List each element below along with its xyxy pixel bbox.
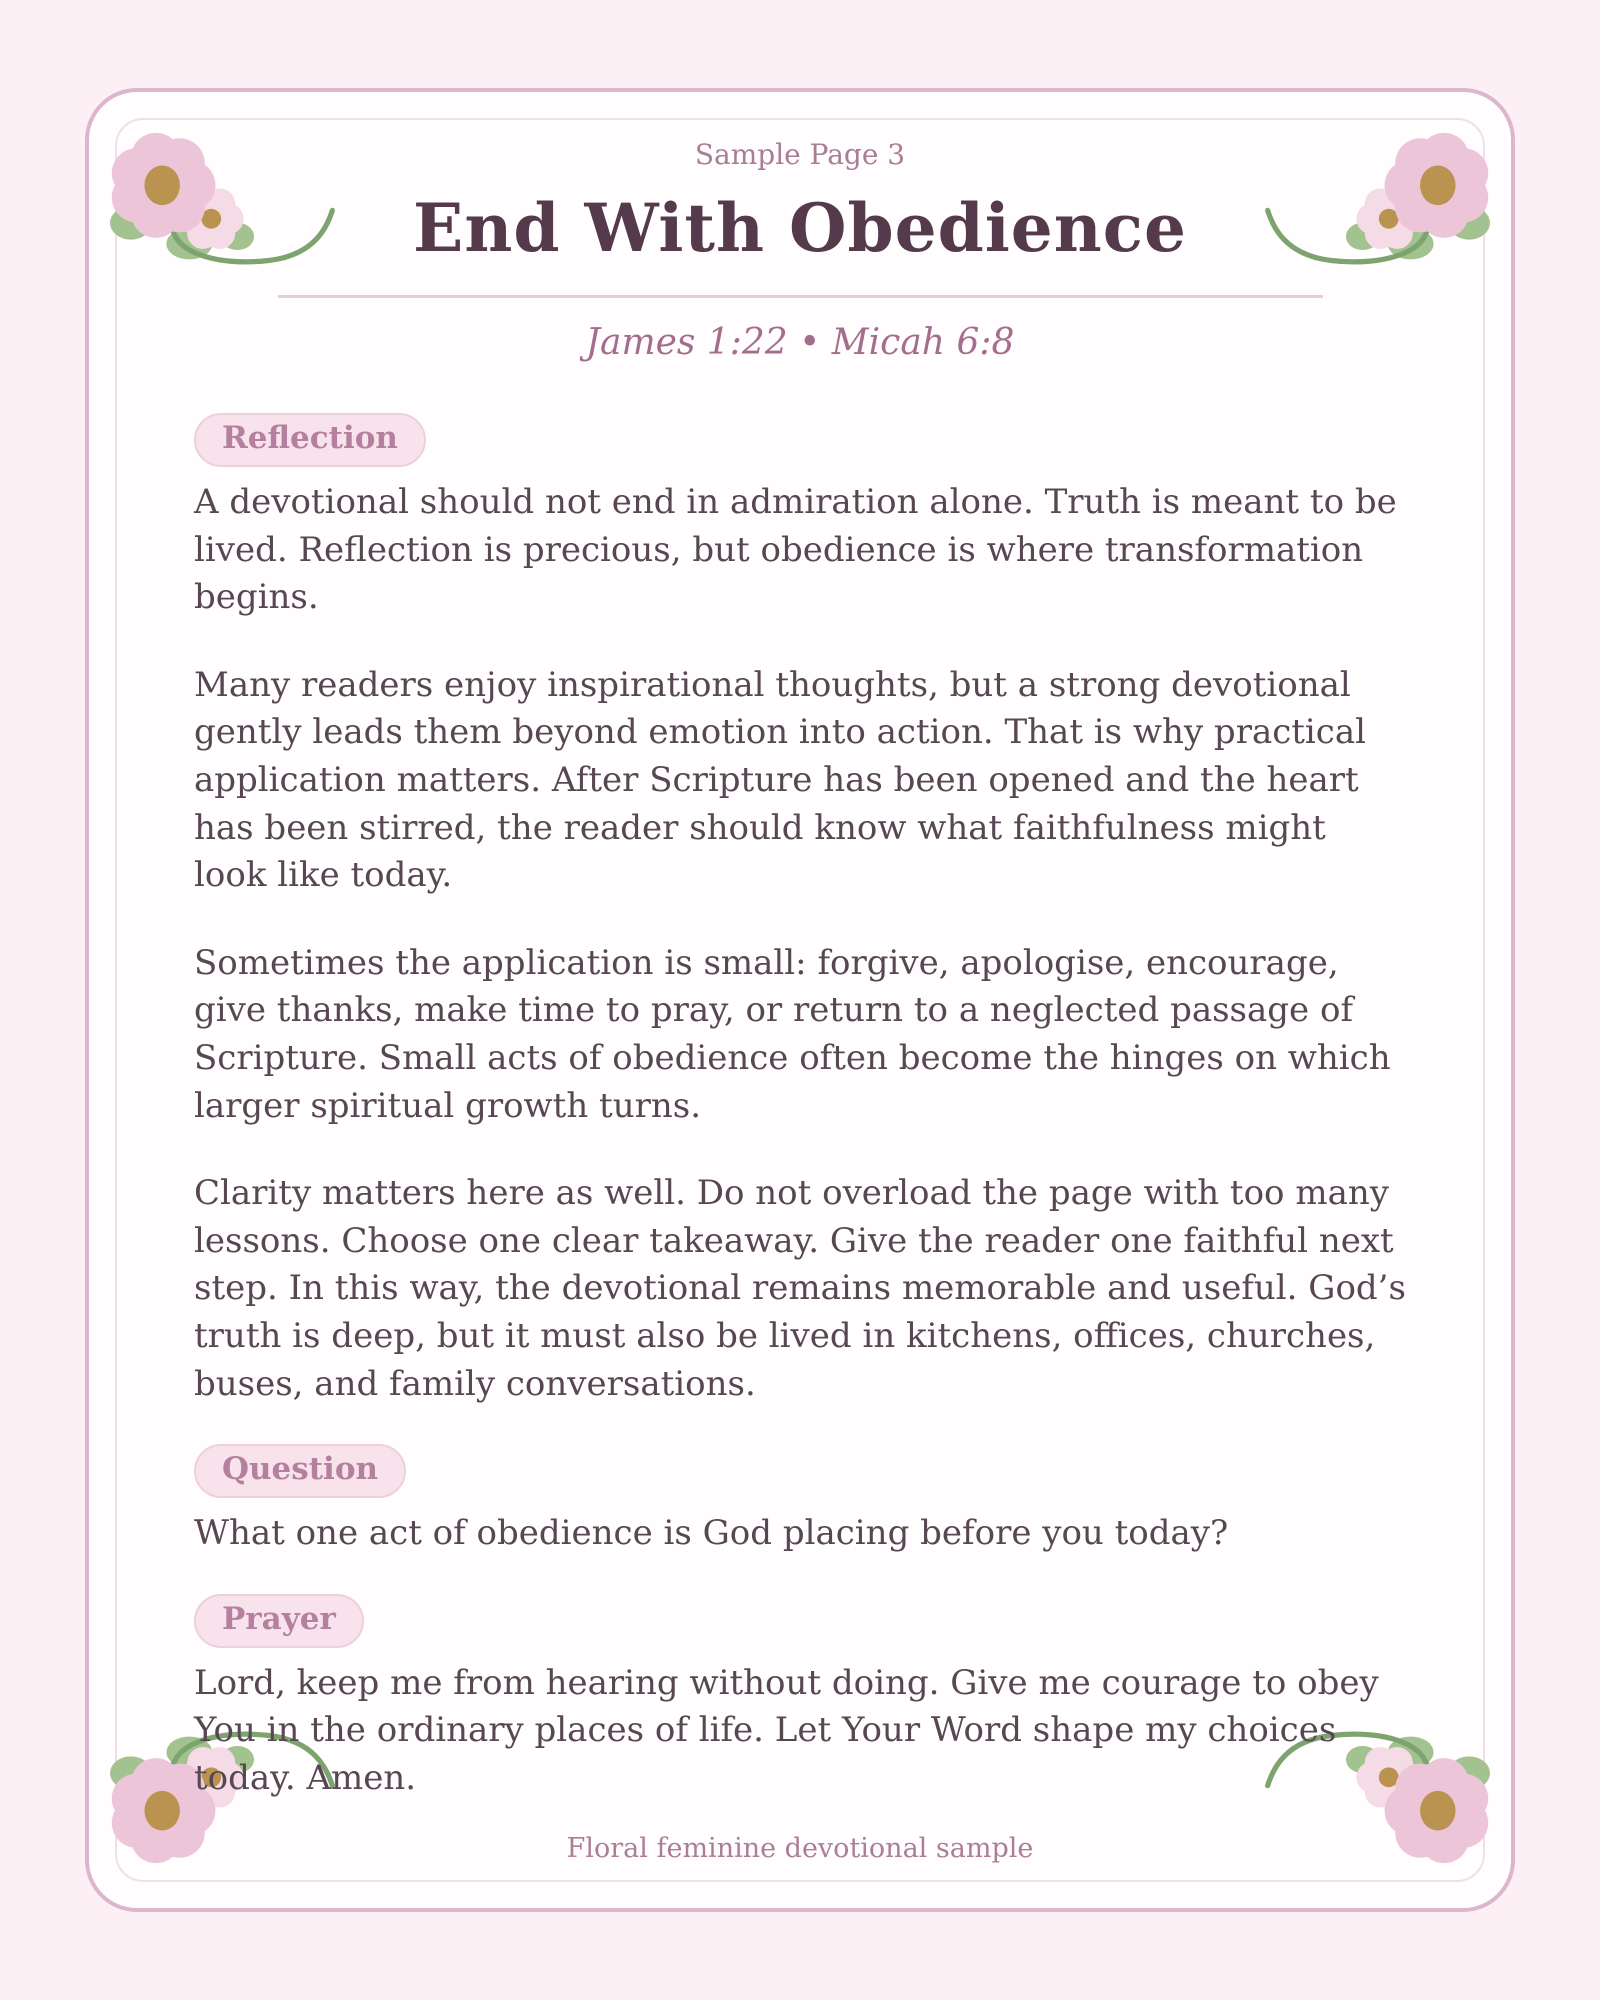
reflection-paragraph: Many readers enjoy inspirational thoughts, but a strong devotional gently leads them beyond emotion into action. That is why practical application matters. After Scripture has been opened and the heart has been stirred, the reader should know what faithfulness might look like today. bbox=[194, 664, 1366, 896]
prayer-badge: Prayer bbox=[194, 1594, 364, 1648]
title-divider bbox=[278, 295, 1323, 298]
reflection-paragraph: A devotional should not end in admiration alone. Truth is meant to be lived. Reflection is precious, but obedience is where transformation begins. bbox=[194, 482, 1397, 618]
reflection-badge: Reflection bbox=[194, 413, 426, 467]
page-content bbox=[89, 92, 1511, 1802]
reflection-paragraph: Clarity matters here as well. Do not overload the page with too many lessons. Choose one clear takeaway. Give the reader one faithful next step. In this way, the devotional remains memorable and useful. God’s truth is deep, but it must also be lived in kitchens, offices, churches, buses, and family conversations. bbox=[194, 1173, 1406, 1404]
page-label: Sample Page 3 bbox=[694, 138, 906, 171]
footer-caption: Floral feminine devotional sample bbox=[566, 1833, 1034, 1864]
devotional-card bbox=[85, 88, 1515, 1912]
question-badge: Question bbox=[194, 1444, 406, 1498]
reflection-paragraph: Sometimes the application is small: forgive, apologise, encourage, give thanks, make time to pray, or return to a neglected passage of Scripture. Small acts of obedience often become the hinges on which larger spiritual growth turns. bbox=[194, 942, 1391, 1126]
question-text: What one act of obedience is God placing before you today? bbox=[194, 1513, 1229, 1554]
question-section bbox=[194, 1444, 1406, 1558]
prayer-section bbox=[194, 1594, 1406, 1803]
reflection-section bbox=[194, 413, 1406, 1408]
scripture-reference: James 1:22 • Micah 6:8 bbox=[585, 322, 1015, 363]
prayer-text: Lord, keep me from hearing without doing. Give me courage to obey You in the ordinary places of life. Let Your Word shape my choices today. Amen. bbox=[194, 1662, 1379, 1798]
page-title: End With Obedience bbox=[413, 189, 1187, 267]
